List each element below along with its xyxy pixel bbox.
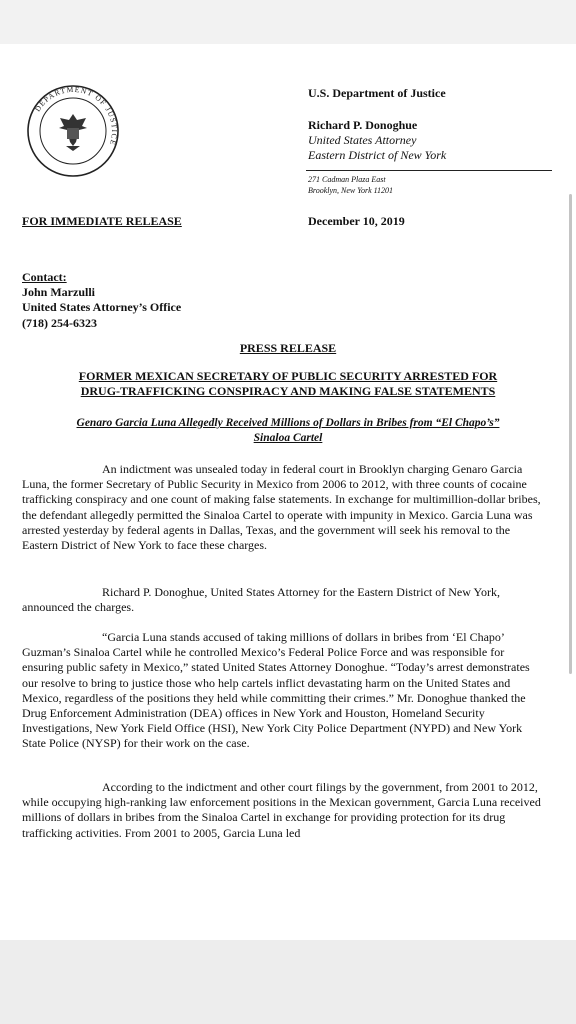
address-line-1: 271 Cadman Plaza East [308, 175, 386, 184]
top-bar [0, 0, 576, 44]
attorney-name: Richard P. Donoghue [308, 118, 418, 132]
release-label: FOR IMMEDIATE RELEASE [22, 214, 182, 228]
contact-phone: (718) 254-6323 [22, 315, 97, 330]
contact-name: John Marzulli [22, 285, 96, 300]
headline [0, 369, 576, 399]
document-page [0, 44, 576, 940]
subheadline [0, 416, 576, 446]
address-line-2: Brooklyn, New York 11201 [308, 186, 394, 195]
doj-seal-icon [26, 84, 120, 178]
release-date: December 10, 2019 [308, 214, 405, 228]
scrollbar[interactable] [569, 194, 572, 674]
subheadline-line-1: Genaro Garcia Luna Allegedly Received Millions of Dollars in Bribes from “El Chapo’s” [76, 417, 500, 429]
paragraph-3: “Garcia Luna stands accused of taking millions of dollars in bribes from ‘El Chapo’ Guzman’s Sinaloa Cartel while he controlled Mexico’s Federal Police Force and was responsible for ensuring public safety in Mexico,” stated United States Attorney Donoghue. “Today’s arrest demonstrates our resolve to bring to justice those who help cartels inflict devastating harm on the United States and Mexico, regardless of the positions they held while committing their crimes.” Mr. Donoghue thanked the Drug Enforcement Administration (DEA) offices in New York and Houston, Homeland Security Investigations, New York Field Office (HSI), New York City Police Department (NYPD) and New York State Police (NYSP) for their work on the case. [22, 630, 530, 751]
district-name: Eastern District of New York [308, 148, 447, 162]
subheadline-line-2: Sinaloa Cartel [253, 432, 323, 444]
department-name: U.S. Department of Justice [308, 86, 446, 100]
paragraph-1: An indictment was unsealed today in federal court in Brooklyn charging Genaro Garcia Luna, the former Secretary of Public Security in Mexico from 2006 to 2012, with three counts of cocaine trafficking conspiracy and one count of making false statements. In exchange for multimillion-dollar bribes, the defendant allegedly permitted the Sinaloa Cartel to operate with impunity in Mexico. Garcia Luna was arrested yesterday by federal agents in Dallas, Texas, and the government will seek his removal to the Eastern District of New York to face these charges. [22, 462, 541, 553]
attorney-title: United States Attorney [308, 133, 417, 147]
bottom-bar [0, 940, 576, 1024]
contact-block [22, 270, 181, 331]
press-release-label: PRESS RELEASE [239, 341, 337, 355]
headline-line-2: DRUG-TRAFFICKING CONSPIRACY AND MAKING FALSE STATEMENTS [80, 384, 496, 399]
contact-office: United States Attorney’s Office [22, 300, 182, 315]
paragraph-2: Richard P. Donoghue, United States Attorney for the Eastern District of New York, announced the charges. [22, 585, 500, 615]
headline-line-1: FORMER MEXICAN SECRETARY OF PUBLIC SECURITY ARRESTED FOR [78, 369, 498, 383]
header-rule [306, 170, 552, 171]
contact-label: Contact: [22, 270, 67, 284]
paragraph-4: According to the indictment and other court filings by the government, from 2001 to 2012, while occupying high-ranking law enforcement positions in the Mexican government, Garcia Luna received millions of dollars in bribes from the Sinaloa Cartel in exchange for providing protection for its drug trafficking activities. From 2001 to 2005, Garcia Luna led [22, 780, 541, 840]
seal-text: DEPARTMENT OF JUSTICE [32, 84, 120, 147]
